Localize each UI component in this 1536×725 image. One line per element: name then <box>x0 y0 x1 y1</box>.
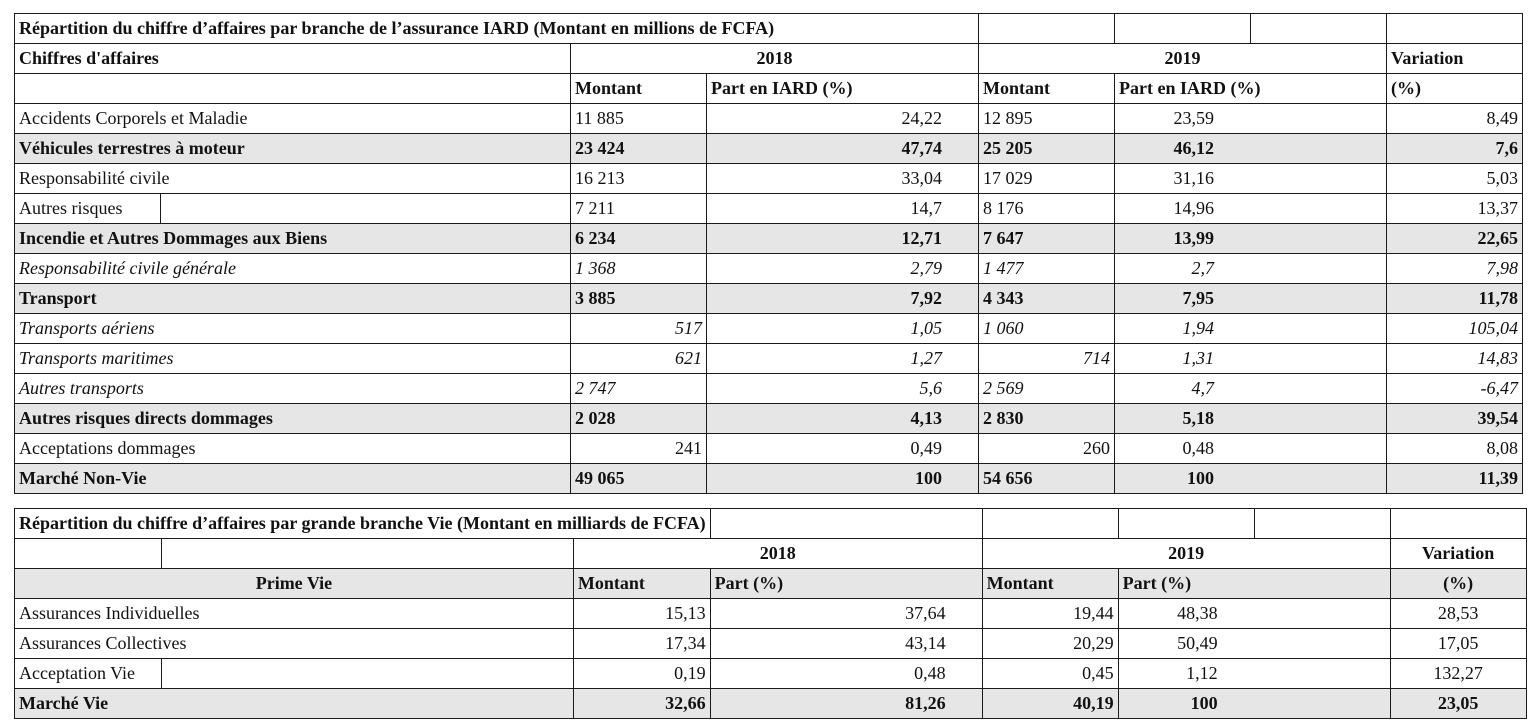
share-2018: 1,05 <box>707 314 979 344</box>
share-2018: 81,26 <box>710 689 982 719</box>
amount-2018: 11 885 <box>571 104 707 134</box>
variation: 8,49 <box>1387 104 1523 134</box>
amount-2019: 2 830 <box>979 404 1115 434</box>
amount-2018: 23 424 <box>571 134 707 164</box>
amount-2019: 0,45 <box>982 659 1118 689</box>
amount-2019: 25 205 <box>979 134 1115 164</box>
iard-variation-header: Variation <box>1387 44 1523 74</box>
amount-2019: 40,19 <box>982 689 1118 719</box>
vie-table <box>14 508 1527 719</box>
variation: 23,05 <box>1390 689 1526 719</box>
amount-2018: 17,34 <box>573 629 710 659</box>
share-2019: 4,7 <box>1115 374 1387 404</box>
variation: 28,53 <box>1390 599 1526 629</box>
vie-col-pct: (%) <box>1390 569 1526 599</box>
amount-2019: 1 477 <box>979 254 1115 284</box>
amount-2018: 1 368 <box>571 254 707 284</box>
amount-2019: 7 647 <box>979 224 1115 254</box>
table-row <box>15 659 1527 689</box>
variation: -6,47 <box>1387 374 1523 404</box>
share-2018: 33,04 <box>707 164 979 194</box>
amount-2018: 0,19 <box>573 659 710 689</box>
table-row <box>15 284 1523 314</box>
variation: 7,98 <box>1387 254 1523 284</box>
amount-2019: 1 060 <box>979 314 1115 344</box>
vie-year-2018: 2018 <box>573 539 982 569</box>
amount-2019: 8 176 <box>979 194 1115 224</box>
iard-col-amount-2019: Montant <box>979 74 1115 104</box>
variation: 14,83 <box>1387 344 1523 374</box>
iard-col-share-2019: Part en IARD (%) <box>1115 74 1387 104</box>
vie-table-title: Répartition du chiffre d’affaires par grande branche Vie (Montant en milliards de FCFA) <box>15 509 711 539</box>
variation: 22,65 <box>1387 224 1523 254</box>
share-2018: 37,64 <box>710 599 982 629</box>
vie-title-row <box>15 509 1527 539</box>
row-label: Incendie et Autres Dommages aux Biens <box>15 224 571 254</box>
share-2018: 43,14 <box>710 629 982 659</box>
share-2019: 7,95 <box>1115 284 1387 314</box>
amount-2018: 241 <box>571 434 707 464</box>
table-row <box>15 464 1523 494</box>
share-2018: 12,71 <box>707 224 979 254</box>
row-label: Assurances Individuelles <box>15 599 574 629</box>
amount-2018: 15,13 <box>573 599 710 629</box>
table-row <box>15 599 1527 629</box>
share-2019: 100 <box>1118 689 1390 719</box>
share-2019: 2,7 <box>1115 254 1387 284</box>
amount-2019: 4 343 <box>979 284 1115 314</box>
share-2018: 4,13 <box>707 404 979 434</box>
row-label: Accidents Corporels et Maladie <box>15 104 571 134</box>
amount-2018: 6 234 <box>571 224 707 254</box>
share-2019: 23,59 <box>1115 104 1387 134</box>
vie-year-2019: 2019 <box>982 539 1390 569</box>
table-row <box>15 374 1523 404</box>
row-label: Autres risques directs dommages <box>15 404 571 434</box>
vie-row-header: Prime Vie <box>15 569 574 599</box>
table-row <box>15 134 1523 164</box>
row-label: Transports maritimes <box>15 344 571 374</box>
share-2019: 100 <box>1115 464 1387 494</box>
row-label: Autres risques <box>15 194 161 224</box>
share-2019: 1,31 <box>1115 344 1387 374</box>
variation: 17,05 <box>1390 629 1526 659</box>
row-label: Responsabilité civile <box>15 164 571 194</box>
share-2019: 5,18 <box>1115 404 1387 434</box>
amount-2019: 54 656 <box>979 464 1115 494</box>
row-label: Acceptations dommages <box>15 434 571 464</box>
share-2018: 100 <box>707 464 979 494</box>
variation: 105,04 <box>1387 314 1523 344</box>
iard-subheader-row <box>15 74 1523 104</box>
row-label: Autres transports <box>15 374 571 404</box>
table-row <box>15 629 1527 659</box>
iard-table <box>14 13 1523 494</box>
table-row <box>15 314 1523 344</box>
share-2018: 7,92 <box>707 284 979 314</box>
variation: 13,37 <box>1387 194 1523 224</box>
share-2019: 46,12 <box>1115 134 1387 164</box>
amount-2019: 2 569 <box>979 374 1115 404</box>
share-2018: 14,7 <box>707 194 979 224</box>
variation: 132,27 <box>1390 659 1526 689</box>
table-row <box>15 344 1523 374</box>
iard-header-label: Chiffres d'affaires <box>15 44 571 74</box>
share-2018: 1,27 <box>707 344 979 374</box>
share-2019: 48,38 <box>1118 599 1390 629</box>
amount-2018: 517 <box>571 314 707 344</box>
share-2018: 0,49 <box>707 434 979 464</box>
iard-title-row <box>15 14 1523 44</box>
vie-col-amount-2018: Montant <box>573 569 710 599</box>
table-row <box>15 194 1523 224</box>
amount-2019: 20,29 <box>982 629 1118 659</box>
row-label: Marché Vie <box>15 689 574 719</box>
table-row <box>15 254 1523 284</box>
table-row <box>15 224 1523 254</box>
variation: 39,54 <box>1387 404 1523 434</box>
row-label: Marché Non-Vie <box>15 464 571 494</box>
variation: 11,39 <box>1387 464 1523 494</box>
amount-2018: 621 <box>571 344 707 374</box>
vie-col-share-2019: Part (%) <box>1118 569 1390 599</box>
vie-col-amount-2019: Montant <box>982 569 1118 599</box>
amount-2019: 12 895 <box>979 104 1115 134</box>
share-2018: 47,74 <box>707 134 979 164</box>
amount-2018: 7 211 <box>571 194 707 224</box>
table-row <box>15 404 1523 434</box>
variation: 11,78 <box>1387 284 1523 314</box>
table-row <box>15 164 1523 194</box>
amount-2018: 49 065 <box>571 464 707 494</box>
iard-col-pct: (%) <box>1387 74 1523 104</box>
share-2019: 1,94 <box>1115 314 1387 344</box>
share-2018: 0,48 <box>710 659 982 689</box>
vie-subheader-row <box>15 569 1527 599</box>
variation: 8,08 <box>1387 434 1523 464</box>
row-label: Véhicules terrestres à moteur <box>15 134 571 164</box>
iard-table-title: Répartition du chiffre d’affaires par branche de l’assurance IARD (Montant en millions de FCFA) <box>15 14 979 44</box>
amount-2019: 19,44 <box>982 599 1118 629</box>
vie-variation-header: Variation <box>1390 539 1526 569</box>
share-2019: 50,49 <box>1118 629 1390 659</box>
iard-year-2019: 2019 <box>979 44 1387 74</box>
share-2019: 14,96 <box>1115 194 1387 224</box>
vie-year-row <box>15 539 1527 569</box>
table-row <box>15 434 1523 464</box>
amount-2018: 2 747 <box>571 374 707 404</box>
variation: 5,03 <box>1387 164 1523 194</box>
table-row <box>15 689 1527 719</box>
amount-2018: 32,66 <box>573 689 710 719</box>
share-2018: 24,22 <box>707 104 979 134</box>
row-label: Assurances Collectives <box>15 629 574 659</box>
share-2018: 5,6 <box>707 374 979 404</box>
iard-year-2018: 2018 <box>571 44 979 74</box>
variation: 7,6 <box>1387 134 1523 164</box>
share-2019: 13,99 <box>1115 224 1387 254</box>
amount-2019: 260 <box>979 434 1115 464</box>
row-label: Acceptation Vie <box>15 659 162 689</box>
amount-2018: 3 885 <box>571 284 707 314</box>
amount-2018: 2 028 <box>571 404 707 434</box>
table-row <box>15 104 1523 134</box>
iard-year-row <box>15 44 1523 74</box>
share-2019: 0,48 <box>1115 434 1387 464</box>
iard-col-share-2018: Part en IARD (%) <box>707 74 979 104</box>
row-label: Transports aériens <box>15 314 571 344</box>
amount-2019: 17 029 <box>979 164 1115 194</box>
amount-2018: 16 213 <box>571 164 707 194</box>
share-2018: 2,79 <box>707 254 979 284</box>
share-2019: 1,12 <box>1118 659 1390 689</box>
row-label: Responsabilité civile générale <box>15 254 571 284</box>
row-label: Transport <box>15 284 571 314</box>
share-2019: 31,16 <box>1115 164 1387 194</box>
vie-col-share-2018: Part (%) <box>710 569 982 599</box>
amount-2019: 714 <box>979 344 1115 374</box>
iard-col-amount-2018: Montant <box>571 74 707 104</box>
